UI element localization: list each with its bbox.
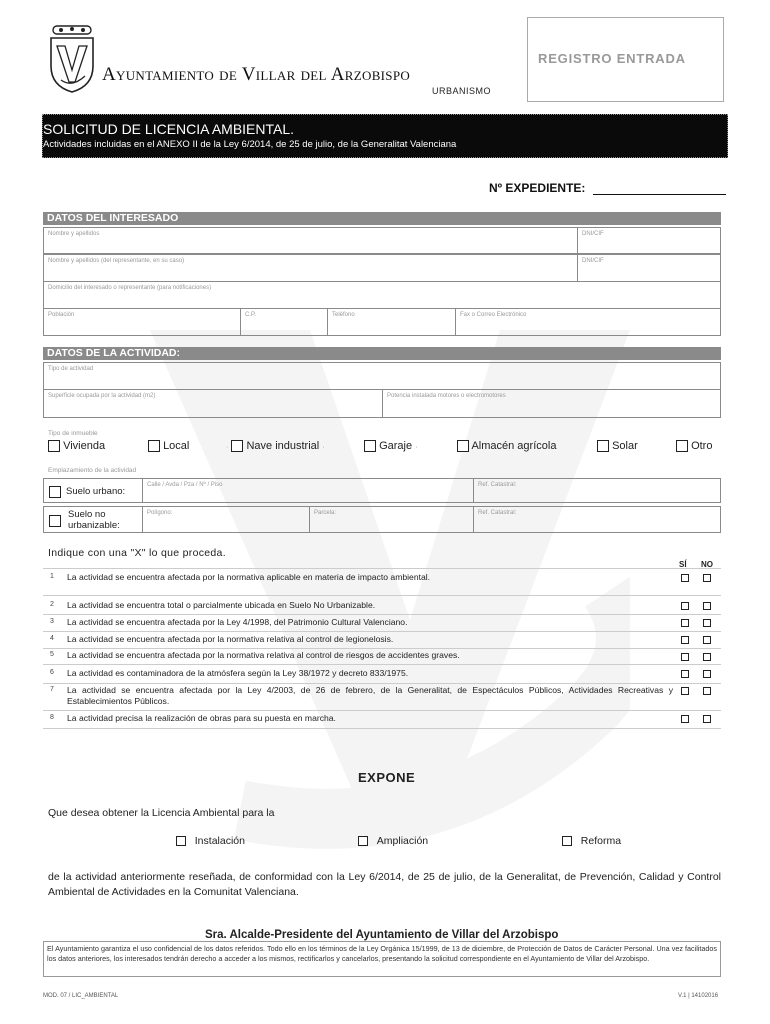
title-bar	[42, 114, 728, 158]
expediente-field[interactable]	[593, 194, 726, 195]
question-row	[43, 600, 721, 614]
suelo-no-urbanizable-label	[68, 509, 120, 531]
questions-intro: Indique con una "X" lo que proceda.	[48, 547, 226, 559]
question-separator	[43, 648, 721, 649]
checkbox-icon[interactable]	[148, 440, 160, 452]
question-text: La actividad es contaminadora de la atmósfera según la Ley 38/1972 y decreto 833/1975.	[67, 668, 409, 678]
tipo-actividad-label: Tipo de actividad	[48, 366, 94, 372]
question-number: 8	[50, 714, 54, 721]
cp-label: C.P.	[245, 312, 256, 318]
question-number: 2	[50, 601, 54, 608]
question-row	[43, 685, 721, 709]
domicilio-label: Domicilio del interesado o representante (para notificaciones)	[48, 285, 212, 291]
no-header: NO	[701, 560, 713, 569]
emplazamiento-label: Emplazamiento de la actividad	[48, 467, 137, 474]
inmueble-almacen[interactable]	[457, 440, 556, 452]
fax-email-label: Fax o Correo Electrónico	[460, 312, 527, 318]
si-checkbox[interactable]	[681, 619, 689, 627]
si-checkbox[interactable]	[681, 687, 689, 695]
question-number: 1	[50, 573, 54, 580]
no-checkbox[interactable]	[703, 636, 711, 644]
poligono-field[interactable]	[142, 506, 310, 533]
si-checkbox[interactable]	[681, 636, 689, 644]
question-separator	[43, 568, 721, 569]
calle-field[interactable]	[142, 478, 474, 503]
checkbox-icon[interactable]	[176, 836, 186, 846]
inmueble-otro[interactable]	[676, 440, 712, 452]
parcela-field[interactable]	[309, 506, 474, 533]
question-text: La actividad se encuentra afectada por la normativa relativa al control de riesgos de accidentes graves.	[67, 650, 460, 660]
poblacion-label: Población	[48, 312, 75, 318]
superficie-field[interactable]	[43, 389, 383, 418]
no-checkbox[interactable]	[703, 687, 711, 695]
telefono-field[interactable]	[327, 308, 456, 336]
tipo-inmueble-label: Tipo de inmueble	[48, 430, 98, 437]
privacy-text: El Ayuntamiento garantiza el uso confidencial de los datos referidos. Todo ello en los términos de la Ley Orgánica 15/1999, de 13 de diciembre, de Protección de Datos de Carácter Personal. Una vez facilitados los datos anteriores, los interesados tendrán derecho a acceder a los mismos, rectificarlos y cancelarlos, presentando la solicitud correspondiente en el Ayuntamiento de Villar del Arzobispo.	[47, 944, 717, 963]
privacy-box	[43, 941, 721, 977]
question-number: 7	[50, 686, 54, 693]
inmueble-vivienda[interactable]	[48, 440, 105, 452]
question-text: La actividad se encuentra afectada por la Ley 4/2003, de 26 de febrero, de la Generalitat, de Espectáculos Públicos, Actividades Recreativas y Establecimientos Públicos.	[67, 685, 673, 706]
coat-of-arms-icon	[45, 24, 99, 94]
expone-body: de la actividad anteriormente reseñada, de conformidad con la Ley 6/2014, de 25 de julio, de la Generalitat, de Prevención, Calidad y Control Ambiental de Actividades en la Comunitat Valenciana.	[48, 871, 721, 898]
inmueble-garaje[interactable]: Garaje ·	[364, 440, 418, 452]
inmueble-label: Garaje	[379, 440, 413, 452]
checkbox-icon[interactable]	[597, 440, 609, 452]
inmueble-label: Almacén agrícola	[471, 440, 557, 452]
checkbox-icon[interactable]	[49, 515, 61, 527]
inmueble-label: Vivienda	[63, 440, 106, 452]
potencia-label: Potencia instalada motores o electromotores	[387, 393, 506, 399]
checkbox-icon[interactable]	[676, 440, 688, 452]
question-text: La actividad precisa la realización de obras para su puesta en marcha.	[67, 713, 336, 723]
expone-heading: EXPONE	[358, 770, 416, 785]
question-row	[43, 617, 721, 631]
suelo-urbano-label: Suelo urbano:	[66, 486, 126, 497]
question-row	[43, 634, 721, 648]
question-number: 4	[50, 635, 54, 642]
footer-model-code: MOD. 07 / LIC_AMBIENTAL	[43, 993, 119, 999]
question-separator	[43, 595, 721, 596]
no-checkbox[interactable]	[703, 574, 711, 582]
dni-representante-field[interactable]	[577, 254, 721, 282]
question-row	[43, 650, 721, 664]
actividad-heading: DATOS DE LA ACTIVIDAD:	[43, 347, 721, 360]
si-checkbox[interactable]	[681, 602, 689, 610]
department-label: URBANISMO	[432, 86, 492, 96]
suelo-no-line2: urbanizable:	[68, 520, 120, 531]
representante-label: Nombre y apellidos (del representante, en su caso)	[48, 258, 185, 264]
question-separator	[43, 631, 721, 632]
no-checkbox[interactable]	[703, 619, 711, 627]
superficie-label: Superficie ocupada por la actividad (m2)	[48, 393, 156, 399]
question-number: 5	[50, 651, 54, 658]
question-row	[43, 668, 721, 682]
si-checkbox[interactable]	[681, 670, 689, 678]
checkbox-icon[interactable]	[364, 440, 376, 452]
calle-label: Calle / Avda / Pza / Nº / Piso	[147, 482, 223, 488]
inmueble-label: Nave industrial	[246, 440, 320, 452]
option-instalacion[interactable]	[176, 835, 245, 847]
ref-catastral-2-field[interactable]	[473, 506, 721, 533]
inmueble-nave[interactable]: · Nave industrial ·	[226, 440, 325, 452]
checkbox-icon[interactable]	[48, 440, 60, 452]
poblacion-field[interactable]	[43, 308, 241, 336]
question-text: La actividad se encuentra afectada por la normativa aplicable en materia de impacto ambiental.	[67, 572, 431, 582]
si-checkbox[interactable]	[681, 715, 689, 723]
dni-representante-label: DNI/CIF	[582, 258, 604, 264]
tipo-actividad-field[interactable]	[43, 362, 721, 390]
question-text: La actividad se encuentra total o parcialmente ubicada en Suelo No Urbanizable.	[67, 600, 376, 610]
addressee: Sra. Alcalde-Presidente del Ayuntamiento de Villar del Arzobispo	[205, 929, 559, 941]
option-label: Ampliación	[376, 835, 429, 847]
si-header: SÍ	[679, 560, 687, 569]
question-separator	[43, 728, 721, 729]
no-checkbox[interactable]	[703, 602, 711, 610]
si-checkbox[interactable]	[681, 653, 689, 661]
inmueble-solar[interactable]	[597, 440, 638, 452]
registro-entrada-label: REGISTRO ENTRADA	[538, 51, 686, 66]
expone-intro: Que desea obtener la Licencia Ambiental para la	[48, 807, 275, 819]
question-row	[43, 572, 721, 592]
option-reforma[interactable]	[562, 835, 621, 847]
question-row	[43, 713, 721, 727]
form-title: SOLICITUD DE LICENCIA AMBIENTAL.	[43, 121, 295, 137]
parcela-label: Parcela:	[314, 510, 337, 516]
question-separator	[43, 683, 721, 684]
cp-field[interactable]	[240, 308, 328, 336]
form-subtitle: Actividades incluidas en el ANEXO II de la Ley 6/2014, de 25 de julio, de la Generalitat Valenciana	[43, 139, 457, 150]
footer-version: V.1 | 14102016	[678, 993, 719, 999]
poligono-label: Polígono:	[147, 510, 173, 516]
inmueble-local[interactable]	[148, 440, 189, 452]
org-name: Ayuntamiento de Villar del Arzobispo	[102, 64, 411, 85]
ref-catastral-label: Ref. Catastral:	[478, 482, 517, 488]
question-number: 3	[50, 618, 54, 625]
inmueble-label: Otro	[691, 440, 713, 452]
dni-label: DNI/CIF	[582, 231, 604, 237]
no-checkbox[interactable]	[703, 653, 711, 661]
no-checkbox[interactable]	[703, 715, 711, 723]
checkbox-icon[interactable]	[457, 440, 469, 452]
suelo-no-urbanizable-cell[interactable]	[43, 506, 143, 533]
question-separator	[43, 614, 721, 615]
checkbox-icon[interactable]	[49, 486, 61, 498]
expediente-label: Nº EXPEDIENTE:	[489, 181, 586, 195]
inmueble-label: Solar	[612, 440, 638, 452]
question-text: La actividad se encuentra afectada por la normativa relativa al control de legionelosis.	[67, 634, 394, 644]
checkbox-icon[interactable]	[358, 836, 368, 846]
question-text: La actividad se encuentra afectada por la Ley 4/1998, del Patrimonio Cultural Valenciano.	[67, 617, 408, 627]
question-number: 6	[50, 669, 54, 676]
representante-field[interactable]	[43, 254, 578, 282]
telefono-label: Teléfono	[332, 312, 355, 318]
checkbox-icon[interactable]	[231, 440, 243, 452]
question-separator	[43, 664, 721, 665]
ref-catastral-2-label: Ref. Catastral:	[478, 510, 517, 516]
fax-email-field[interactable]	[455, 308, 721, 336]
si-checkbox[interactable]	[681, 574, 689, 582]
nombre-label: Nombre y apellidos	[48, 231, 100, 237]
ref-catastral-field[interactable]	[473, 478, 721, 503]
registro-entrada-box	[527, 17, 724, 102]
nombre-field[interactable]	[43, 227, 578, 254]
option-label: Instalación	[194, 835, 245, 847]
domicilio-field[interactable]	[43, 281, 721, 309]
potencia-field[interactable]	[382, 389, 721, 418]
no-checkbox[interactable]	[703, 670, 711, 678]
option-label: Reforma	[580, 835, 622, 847]
interesado-heading: DATOS DEL INTERESADO	[43, 212, 721, 225]
suelo-no-line1: Suelo no	[68, 509, 106, 520]
option-ampliacion[interactable]	[358, 835, 428, 847]
dni-field[interactable]	[577, 227, 721, 254]
checkbox-icon[interactable]	[562, 836, 572, 846]
question-separator	[43, 710, 721, 711]
inmueble-label: Local	[163, 440, 190, 452]
suelo-urbano-cell[interactable]	[43, 478, 143, 503]
